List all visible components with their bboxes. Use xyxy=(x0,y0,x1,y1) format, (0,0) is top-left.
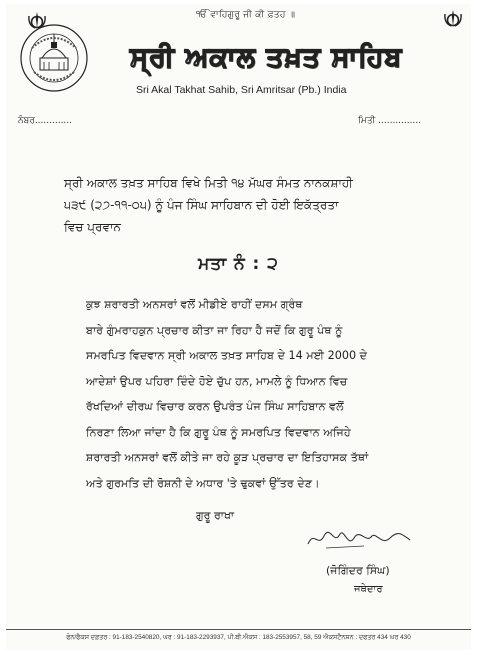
footer-divider xyxy=(6,629,471,630)
resolution-body xyxy=(86,292,456,496)
invocation-text: ੴ ਵਾਹਿਗੁਰੂ ਜੀ ਕੀ ਫ਼ਤਹ ॥ xyxy=(196,10,296,20)
body-line: ਅਤੇ ਗੁਰਮਤਿ ਦੀ ਰੋਸ਼ਨੀ ਦੇ ਅਧਾਰ 'ਤੇ ਢੁਕਵਾਂ ਉੱਤਰ ਦੇਣ। xyxy=(86,476,320,490)
body-line: ਸਮਰਪਿਤ ਵਿਦਵਾਨ ਸ੍ਰੀ ਅਕਾਲ ਤਖ਼ਤ ਸਾਹਿਬ ਦੇ 14 ਮਈ 2000 ਦੇ xyxy=(86,349,368,362)
footer-contact: ਫੋਨ/ਫੈਕਸ ਦਫ਼ਤਰ : 91-183-2540820, ਘਰ : 91-183-2293937, ਪੀ.ਬੀ.ਐਕਸ : 183-2553957, 58, 59 ਐਕਸਟੈਨਸ਼ਨ : ਦਫਤਰ 434 ਘਰ 430 xyxy=(66,634,411,641)
closing-salutation: ਗੁਰੂ ਰਾਖਾ xyxy=(196,509,235,522)
resolution-number: ਮਤਾ ਨੰ : ੨ xyxy=(198,254,279,274)
body-line: ਕੁਝ ਸ਼ਰਾਰਤੀ ਅਨਸਰਾਂ ਵਲੋਂ ਮੀਡੀਏ ਰਾਹੀਂ ਦਸਮ ਗ੍ਰੰਥ xyxy=(86,298,303,311)
signature-icon xyxy=(304,526,414,552)
heading-line: ੫੩੯ (੨੭-੧੧-੦੫) ਨੂੰ ਪੰਜ ਸਿੰਘ ਸਾਹਿਬਾਨ ਦੀ ਹੋਈ ਇਕੱਤ੍ਰਤਾ xyxy=(64,198,339,212)
akal-takhat-seal-icon xyxy=(18,22,90,94)
date-field: ਮਿਤੀ ............... xyxy=(358,116,422,126)
signer-name: (ਜੋਗਿੰਦਰ ਸਿੰਘ) xyxy=(326,564,390,577)
signer-title: ਜਥੇਦਾਰ xyxy=(354,584,383,595)
body-line: ਬਾਰੇ ਗੁੰਮਰਾਹਕੁਨ ਪ੍ਰਚਾਰ ਕੀਤਾ ਜਾ ਰਿਹਾ ਹੈ ਜਦੋਂ ਕਿ ਗੁਰੂ ਪੰਥ ਨੂੰ xyxy=(86,323,343,337)
body-line: ਰੱਖਦਿਆਂ ਦੀਰਘ ਵਿਚਾਰ ਕਰਨ ਉਪਰੰਤ ਪੰਜ ਸਿੰਘ ਸਾਹਿਬਾਨ ਵਲੋਂ xyxy=(86,400,344,413)
body-line: ਆਦੇਸ਼ਾਂ ਉਪਰ ਪਹਿਰਾ ਦਿੰਦੇ ਹੋਏ ਚੁੱਪ ਹਨ, ਮਾਮਲੇ ਨੂੰ ਧਿਆਨ ਵਿਚ xyxy=(86,374,348,388)
document-page xyxy=(6,4,471,650)
khanda-icon xyxy=(442,8,464,30)
letterhead-subtitle: Sri Akal Takhat Sahib, Sri Amritsar (Pb.) India xyxy=(136,84,347,96)
letterhead-title: ਸ੍ਰੀ ਅਕਾਲ ਤਖ਼ਤ ਸਾਹਿਬ xyxy=(130,42,403,73)
heading-line: ਸ੍ਰੀ ਅਕਾਲ ਤਖ਼ਤ ਸਾਹਿਬ ਵਿਖੇ ਮਿਤੀ ੧੪ ਮੱਘਰ ਸੰਮਤ ਨਾਨਕਸ਼ਾਹੀ xyxy=(64,176,353,190)
reference-number-field: ਨੰਬਰ............. xyxy=(18,116,73,126)
body-line: ਸ਼ਰਾਰਤੀ ਅਨਸਰਾਂ ਵਲੋਂ ਕੀਤੇ ਜਾ ਰਹੇ ਕੂੜ ਪ੍ਰਚਾਰ ਦਾ ਇਤਿਹਾਸਕ ਤੱਥਾਂ xyxy=(86,451,369,464)
body-line: ਨਿਰਣਾ ਲਿਆ ਜਾਂਦਾ ਹੈ ਕਿ ਗੁਰੂ ਪੰਥ ਨੂੰ ਸਮਰਪਿਤ ਵਿਦਵਾਨ ਅਜਿਹੇ xyxy=(86,425,351,439)
heading-line: ਵਿਚ ਪ੍ਰਵਾਨ xyxy=(64,220,121,234)
resolution-heading xyxy=(64,172,444,238)
